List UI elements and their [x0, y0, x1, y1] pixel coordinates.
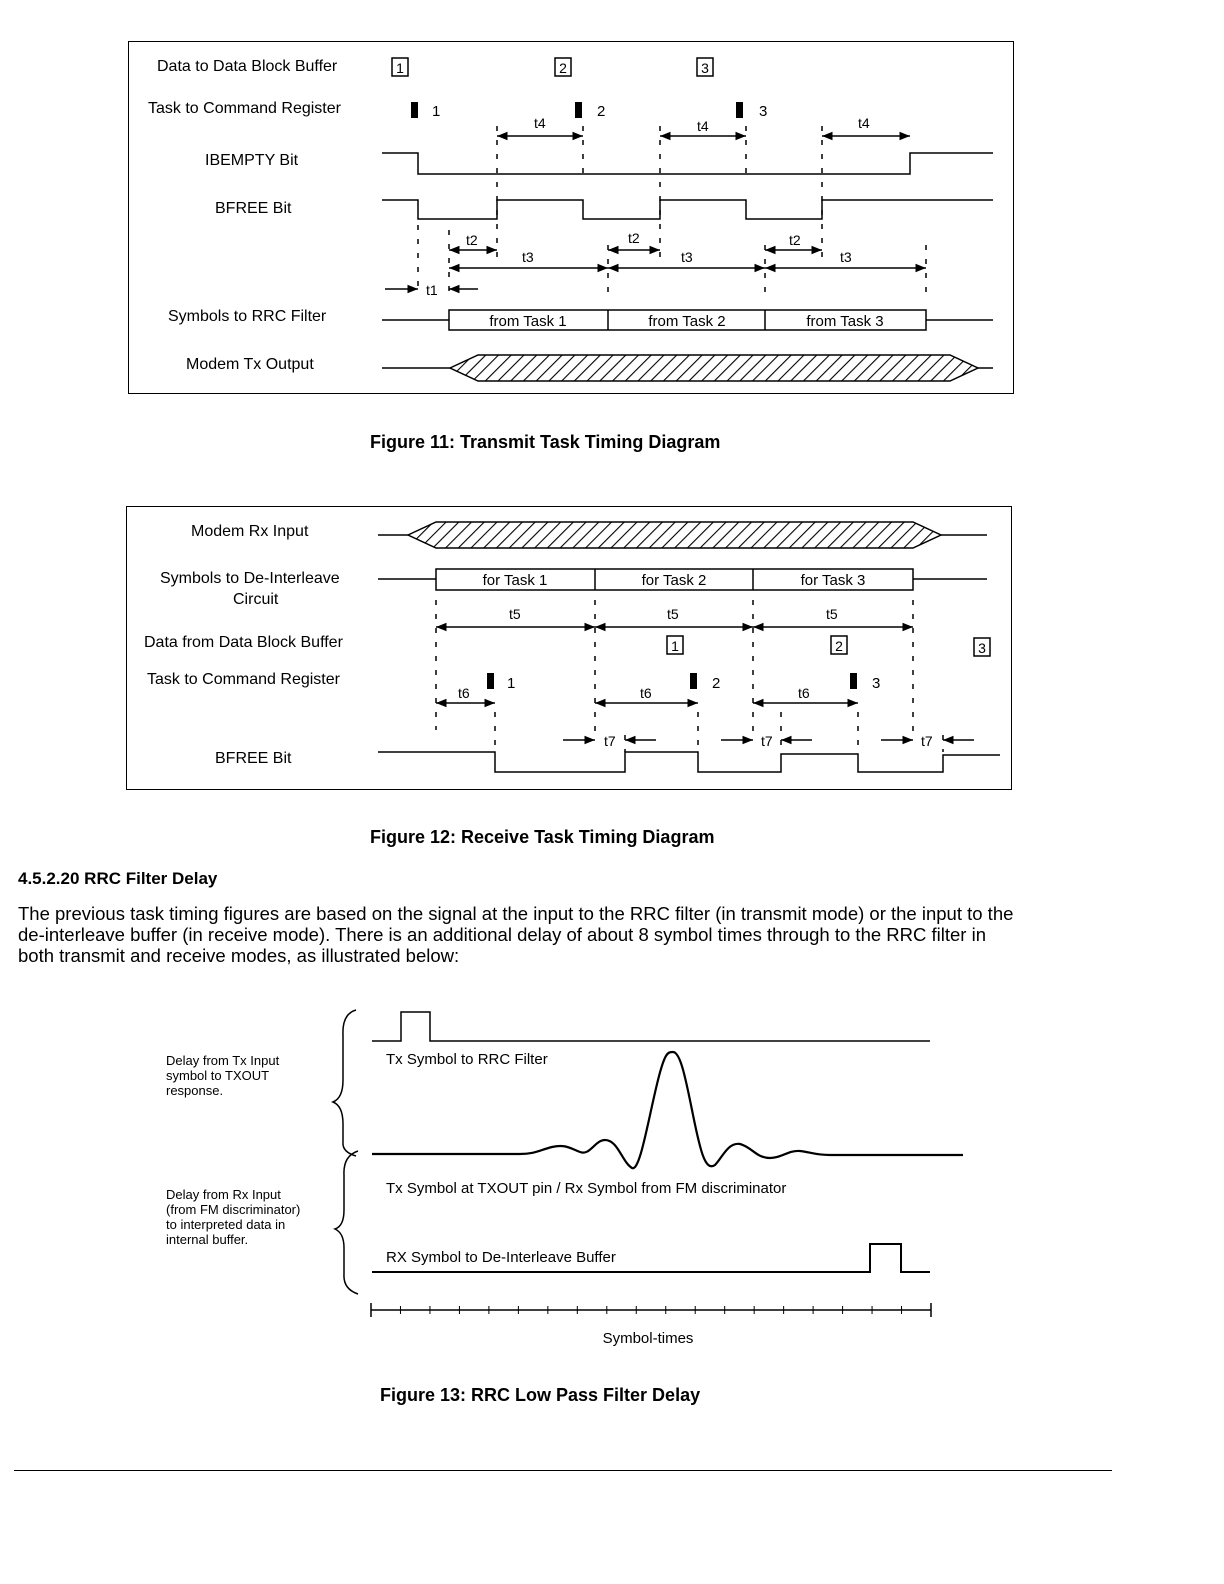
fig12-segment-task-2: for Task 2	[641, 572, 707, 589]
fig11-label-modem-tx: Modem Tx Output	[186, 356, 314, 373]
fig12-t6-label-2: t6	[640, 685, 652, 701]
fig13-symbol-times-axis	[371, 1303, 931, 1317]
paragraph-line-2: de-interleave buffer (in receive mode). There is an additional delay of about 8 symbol times through to the RRC filter in	[18, 924, 986, 945]
svg-text:1: 1	[507, 675, 516, 692]
fig13-brace-rx	[335, 1151, 358, 1294]
fig11-t4-label-1: t4	[534, 115, 546, 131]
fig12-label-bfree: BFREE Bit	[215, 750, 292, 767]
fig13-brace-tx	[333, 1010, 356, 1156]
fig13-axis-label: Symbol-times	[602, 1330, 694, 1347]
fig11-segment-task-3: from Task 3	[806, 313, 884, 330]
svg-text:1: 1	[432, 103, 441, 120]
svg-text:3: 3	[759, 103, 768, 120]
fig11-label-ibempty: IBEMPTY Bit	[205, 152, 299, 169]
fig12-t7-label-3: t7	[921, 733, 933, 749]
fig11-t3-label-1: t3	[522, 249, 534, 265]
svg-text:1: 1	[671, 638, 679, 654]
svg-text:3: 3	[872, 675, 881, 692]
fig12-t5-label-1: t5	[509, 606, 521, 622]
svg-text:3: 3	[701, 60, 709, 76]
fig12-label-symbols-deint-1: Symbols to De-Interleave	[160, 570, 340, 587]
fig12-label-symbols-deint-2: Circuit	[233, 591, 279, 608]
fig11-t1-label: t1	[426, 282, 438, 298]
fig11-label-symbols-rrc: Symbols to RRC Filter	[168, 308, 327, 325]
fig11-segment-task-1: from Task 1	[489, 313, 567, 330]
fig12-t7-label-2: t7	[761, 733, 773, 749]
fig11-label-bfree: BFREE Bit	[215, 200, 292, 217]
fig13-label-rx-symbol: RX Symbol to De-Interleave Buffer	[386, 1249, 616, 1266]
section-heading: 4.5.2.20 RRC Filter Delay	[18, 869, 218, 888]
fig12-t6-label-3: t6	[798, 685, 810, 701]
svg-text:3: 3	[978, 640, 986, 656]
fig11-t2-label-2: t2	[628, 230, 640, 246]
fig13-txout-response	[372, 1052, 963, 1168]
fig11-t2-label-1: t2	[466, 232, 478, 248]
svg-text:2: 2	[835, 638, 843, 654]
figure-11-caption: Figure 11: Transmit Task Timing Diagram	[370, 432, 721, 452]
svg-text:2: 2	[559, 60, 567, 76]
fig12-t5-label-2: t5	[667, 606, 679, 622]
fig11-t3-label-2: t3	[681, 249, 693, 265]
fig12-label-data-from-buffer: Data from Data Block Buffer	[144, 634, 343, 651]
paragraph-line-3: both transmit and receive modes, as illustrated below:	[18, 945, 460, 966]
fig12-segment-task-1: for Task 1	[482, 572, 548, 589]
fig13-left-note-1: Delay from Tx Input symbol to TXOUT response.	[166, 1053, 280, 1098]
fig12-t7-label-1: t7	[604, 733, 616, 749]
fig11-label-data-to-buffer: Data to Data Block Buffer	[157, 58, 338, 75]
fig12-t5-label-3: t5	[826, 606, 838, 622]
fig13-label-tx-symbol: Tx Symbol to RRC Filter	[386, 1051, 548, 1068]
fig11-segment-task-2: from Task 2	[648, 313, 726, 330]
fig12-t6-label-1: t6	[458, 685, 470, 701]
svg-text:1: 1	[396, 60, 404, 76]
fig11-t4-label-3: t4	[858, 115, 870, 131]
fig12-label-modem-rx: Modem Rx Input	[191, 523, 309, 540]
figure-13-caption: Figure 13: RRC Low Pass Filter Delay	[380, 1385, 701, 1405]
fig11-label-task-to-cmd: Task to Command Register	[148, 100, 341, 117]
svg-text:2: 2	[597, 103, 606, 120]
fig12-segment-task-3: for Task 3	[800, 572, 866, 589]
fig11-t3-label-3: t3	[840, 249, 852, 265]
figure-12-caption: Figure 12: Receive Task Timing Diagram	[370, 827, 715, 847]
fig11-t2-label-3: t2	[789, 232, 801, 248]
svg-text:2: 2	[712, 675, 721, 692]
footer-rule	[14, 1470, 1112, 1471]
fig13-tx-symbol-trace	[372, 1012, 930, 1041]
fig11-t4-label-2: t4	[697, 118, 709, 134]
fig13-label-txout: Tx Symbol at TXOUT pin / Rx Symbol from FM discriminator	[386, 1180, 787, 1197]
fig13-left-note-2: Delay from Rx Input (from FM discriminator) to interpreted data in internal buffer.	[166, 1187, 301, 1247]
paragraph-line-1: The previous task timing figures are based on the signal at the input to the RRC filter (in transmit mode) or the input to the	[18, 903, 1014, 924]
fig12-label-task-to-cmd: Task to Command Register	[147, 671, 340, 688]
